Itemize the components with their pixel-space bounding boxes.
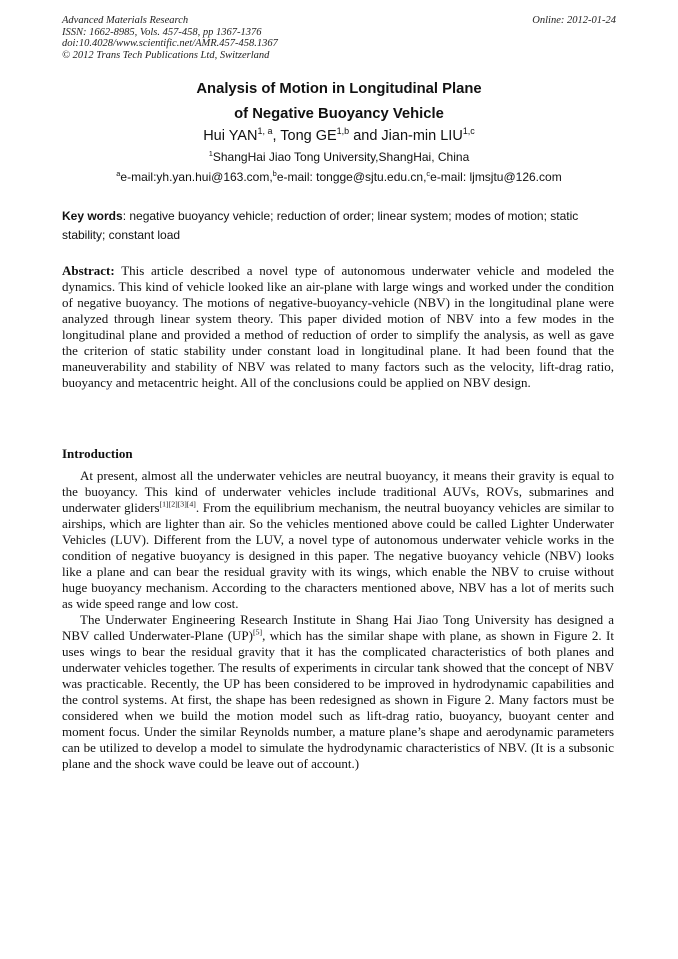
intro-paragraph-2 <box>62 612 614 772</box>
copyright-line: © 2012 Trans Tech Publications Ltd, Switzerland <box>62 49 270 61</box>
author-3-name: Jian-min LIU <box>381 128 463 144</box>
author-1-affil: 1, a <box>257 126 273 137</box>
intro-p2-part-b: , which has the similar shape with plane, as shown in Figure 2. It uses wings to bear the residual gravity that it has the complicated characteristics of both planes and underwater vehicles together. The results of experiments in circular tank showed that the concept of NBV was practicable. Recently, the UP has been considered to be improved in hydrodynamic capabilities and the control systems. At first, the shape has been redesigned as shown in Figure 2. Many factors must be considered when we build the motion model such as lift-drag ratio, buoyancy, buoyant center and moment focus. Under the similar Reynolds number, a mature plane’s shape and aerodynamic parameters can be utilized to develop a model to simulate the hydrodynamic characteristics of NBV. (It is a subsonic plane and the shock wave could be leave out of account.) <box>62 628 614 771</box>
keywords <box>62 207 616 245</box>
intro-p1-part-b: . From the equilibrium mechanism, the neutral buoyancy vehicles are similar to airships, which are lighter than air. So the vehicles mentioned above could be called Lighter Underwater Vehicles (LUV). Different from the LUV, a novel type of autonomous underwater vehicle works in the condition of negative buoyancy is designed in this paper. The negative buoyancy vehicle (NBV) looks like a plane and can bear the residual gravity with its wings, which enable the NBV to cruise without huge buoyancy mechanism. According to the characters mentioned above, NBV has a lot of merits such as wide speed range and low cost. <box>62 500 614 611</box>
author-separator-2: and <box>349 128 382 144</box>
affiliation-text: ShangHai Jiao Tong University,ShangHai, China <box>212 150 470 164</box>
keywords-text: : negative buoyancy vehicle; reduction of order; linear system; modes of motion; static stability; constant load <box>62 209 579 242</box>
author-list <box>62 128 616 144</box>
paper-title-line-2: of Negative Buoyancy Vehicle <box>234 106 444 122</box>
email-c-sup: c <box>426 169 431 179</box>
journal-name: Advanced Materials Research <box>62 15 189 26</box>
doi-line: doi:10.4028/www.scientific.net/AMR.457-458.1367 <box>62 38 278 50</box>
email-a: e-mail:yh.yan.hui@163.com, <box>120 170 273 184</box>
online-date: Online: 2012-01-24 <box>532 15 616 26</box>
email-a-sup: a <box>116 169 121 179</box>
author-1-name: Hui YAN <box>203 128 258 144</box>
abstract-label: Abstract: <box>62 263 115 278</box>
affiliation <box>62 150 616 164</box>
email-list <box>62 170 616 184</box>
abstract-text: This article described a novel type of autonomous underwater vehicle and modeled the dynamics. This kind of vehicle looked like an air-plane with large wings and worked under the condition of negative buoyancy. The motions of negative-buoyancy-vehicle (NBV) in the longitudinal plane were analyzed through linear system theory. This paper divided motion of NBV into a few modes in the longitudinal plane and provided a method of reduction of order to simplify the analysis, as well as gave the criterion of static stability under constant load in longitudinal plane. It had been found that the maneuverability and stability of NBV was related to many factors such as the velocity, lift-drag ratio, buoyancy and metacentric height. All of the conclusions could be applied on NBV design. <box>62 263 614 390</box>
keywords-label: Key words <box>62 209 123 223</box>
paper-title-line-1: Analysis of Motion in Longitudinal Plane <box>196 81 482 97</box>
author-separator-1: , <box>272 128 281 144</box>
intro-p2-part-a: The Underwater Engineering Research Institute in Shang Hai Jiao Tong University has designed a NBV called Underwater-Plane (UP) <box>62 612 614 643</box>
email-b: e-mail: tongge@sjtu.edu.cn, <box>276 170 427 184</box>
author-3-affil: 1,c <box>462 126 475 137</box>
issn-line: ISSN: 1662-8985, Vols. 457-458, pp 1367-1376 <box>62 26 262 38</box>
introduction-heading: Introduction <box>62 446 133 461</box>
journal-header <box>62 15 616 61</box>
email-b-sup: b <box>272 169 277 179</box>
intro-paragraph-1 <box>62 468 614 612</box>
author-2-affil: 1,b <box>336 126 350 137</box>
affiliation-sup: 1 <box>208 149 213 159</box>
author-2-name: Tong GE <box>280 128 337 144</box>
citation-ref: [1][2][3][4] <box>159 499 196 509</box>
introduction-body <box>62 468 614 772</box>
intro-p1-part-a: At present, almost all the underwater vehicles are neutral buoyancy, it means their gravity is equal to the buoyancy. This kind of underwater vehicles include traditional AUVs, ROVs, submarines and underwater gliders <box>62 468 614 515</box>
abstract <box>62 263 614 391</box>
email-c: e-mail: ljmsjtu@126.com <box>430 170 562 184</box>
citation-ref: [5] <box>252 627 263 637</box>
